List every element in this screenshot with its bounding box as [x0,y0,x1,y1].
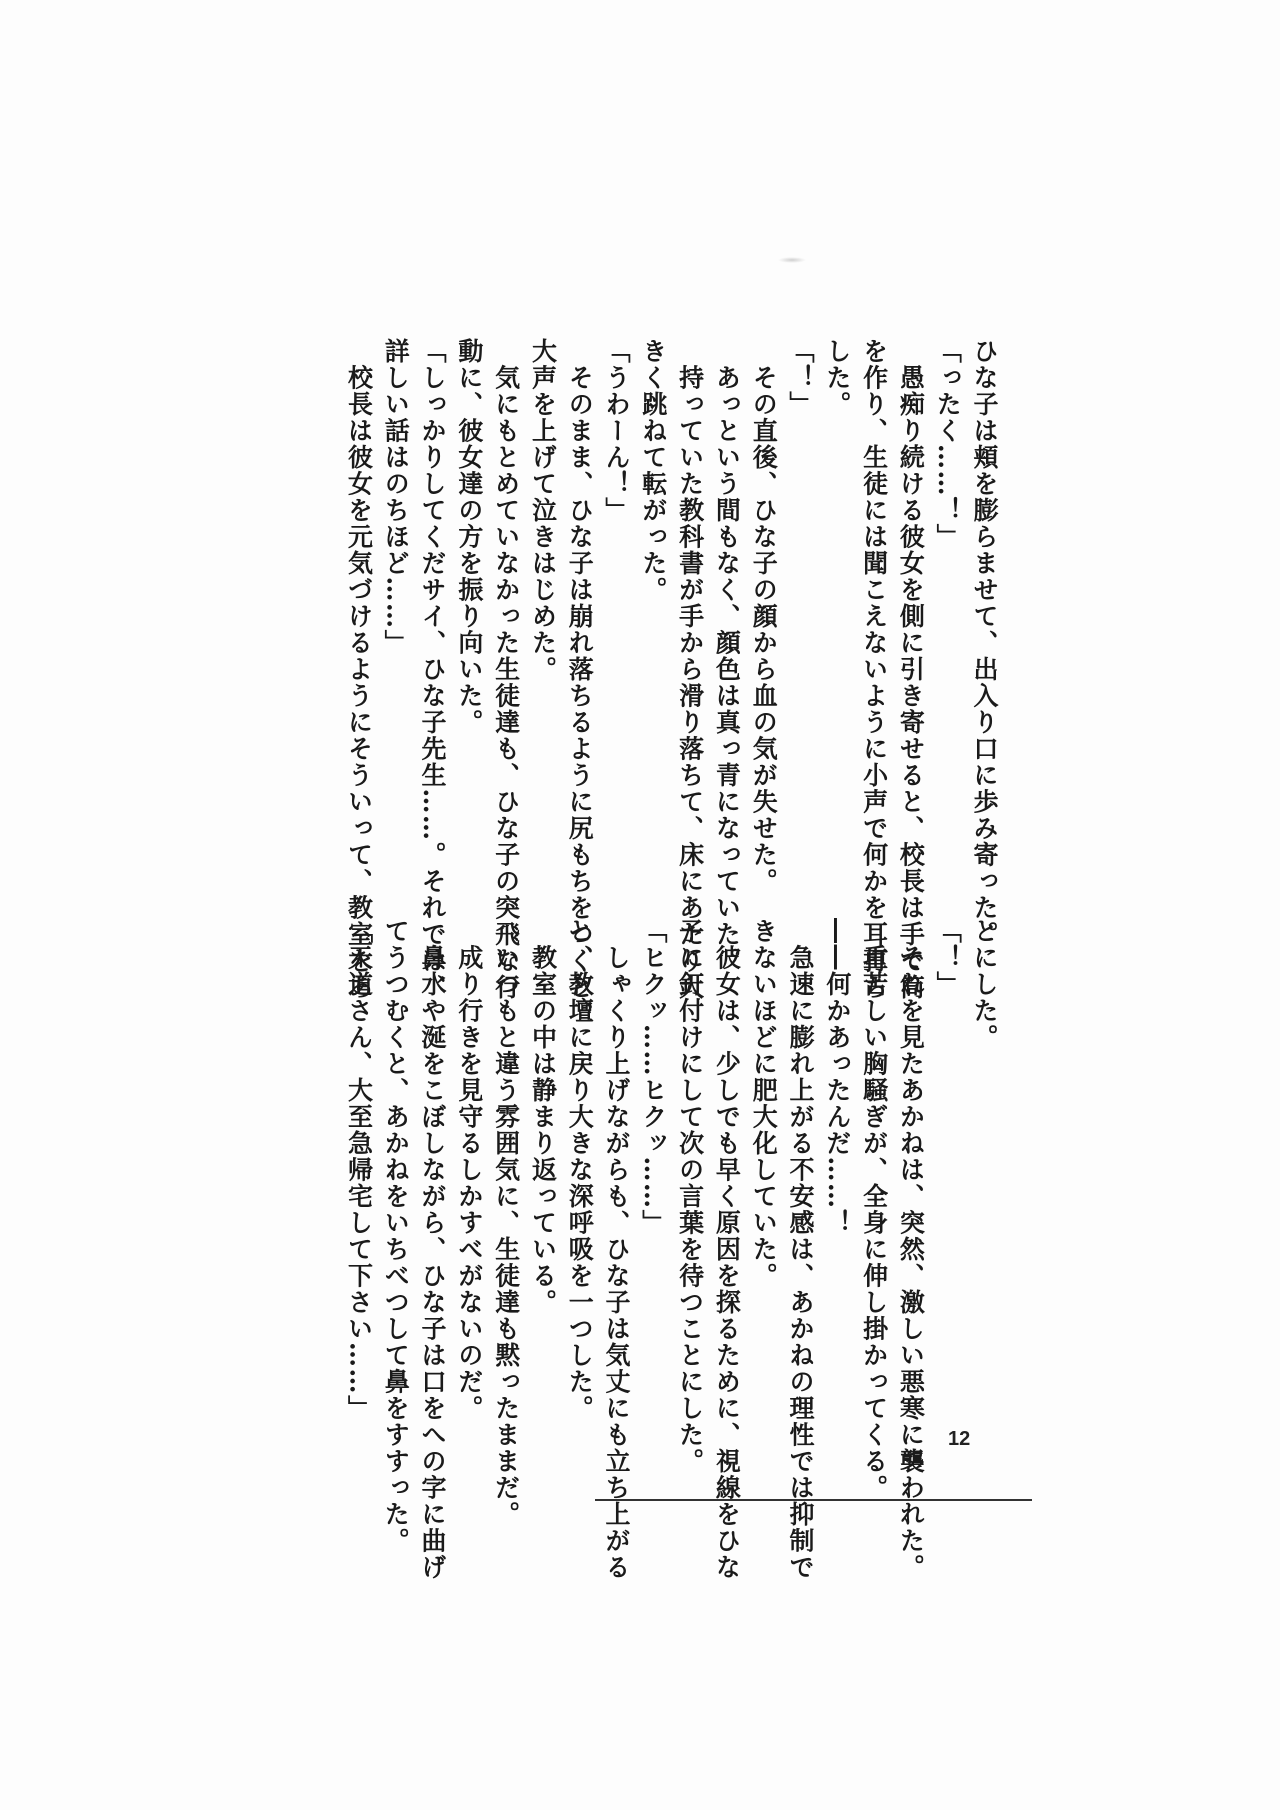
top-block-line: 大声を上げて泣きはじめた。 [528,338,558,683]
bottom-block-line: てうつむくと、あかねをいちべつして鼻をすすった。 [381,918,411,1554]
top-block-line: あっという間もなく、顔色は真っ青になっていた。 [712,338,742,974]
bottom-block-line: それを見たあかねは、突然、激しい悪寒に襲われた。 [896,918,926,1581]
top-block-line: 「！」 [786,338,816,418]
bottom-block-line: 成り行きを見守るしかすべがないのだ。 [454,918,484,1422]
bottom-block-line: きないほどに肥大化していた。 [749,918,779,1289]
top-block-line: ひな子は頬を膨らませて、出入り口に歩み寄った。 [970,338,999,948]
top-block-line: その直後、ひな子の顔から血の気が失せた。 [749,338,779,895]
bottom-block-line: ――何かあったんだ……！ [822,918,852,1236]
bottom-block-line: 重苦しい胸騒ぎが、全身に伸し掛かってくる。 [859,918,889,1501]
top-block-line: 詳しい話はのちほど……」 [381,338,411,656]
page-number: 12 [948,1428,971,1450]
scan-smudge [778,257,806,263]
bottom-block-line: と、教壇に戻り大きな深呼吸を一つした。 [565,918,595,1422]
bottom-block-line: いつもと違う雰囲気に、生徒達も黙ったままだ。 [491,918,521,1528]
top-block-line: 校長は彼女を元気づけるようにそういって、教室をあ [344,338,374,1001]
top-block-line: 「うわーん！」 [602,338,632,524]
footer-rule [595,1499,1032,1501]
top-block-line: 動に、彼女達の方を振り向いた。 [454,338,484,736]
bottom-block-line: しゃくり上げながらも、ひな子は気丈にも立ち上がる [602,918,632,1581]
top-block-line: 気にもとめていなかった生徒達も、ひな子の突飛な行 [491,338,521,1001]
top-block-line: を作り、生徒には聞こえないように小声で何かを耳打ち [859,338,889,1001]
top-block-line: そのまま、ひな子は崩れ落ちるように尻もちをつくと、 [565,338,595,1027]
top-block-line: 持っていた教科書が手から滑り落ちて、床にあたり大 [675,338,705,1001]
top-block-line: 「しっかりしてくだサイ、ひな子先生……。それでは、 [418,338,448,1001]
top-block-line: 「ったく……！」 [933,338,963,550]
bottom-block-line: とにした。 [970,918,999,1051]
bottom-block-line: 急速に膨れ上がる不安感は、あかねの理性では抑制で [786,918,816,1581]
bottom-block-line: 教室の中は静まり返っている。 [528,918,558,1316]
bottom-block-line: 鼻水や涎をこぼしながら、ひな子は口をへの字に曲げ [418,918,448,1581]
top-block-line: 愚痴り続ける彼女を側に引き寄せると、校長は手で筒 [896,338,926,1001]
bottom-block-line: 「！」 [933,918,963,998]
top-block-line: きく跳ねて転がった。 [638,338,668,603]
bottom-block-line: 子に釘付けにして次の言葉を待つことにした。 [675,918,705,1475]
bottom-block-line: 「天道さん、大至急帰宅して下さい……」 [344,918,374,1422]
top-block-line: した。 [822,338,852,418]
bottom-block-line: 彼女は、少しでも早く原因を探るために、視線をひな [712,918,742,1581]
bottom-block-line: 「ヒクッ……ヒクッ……」 [638,918,668,1236]
